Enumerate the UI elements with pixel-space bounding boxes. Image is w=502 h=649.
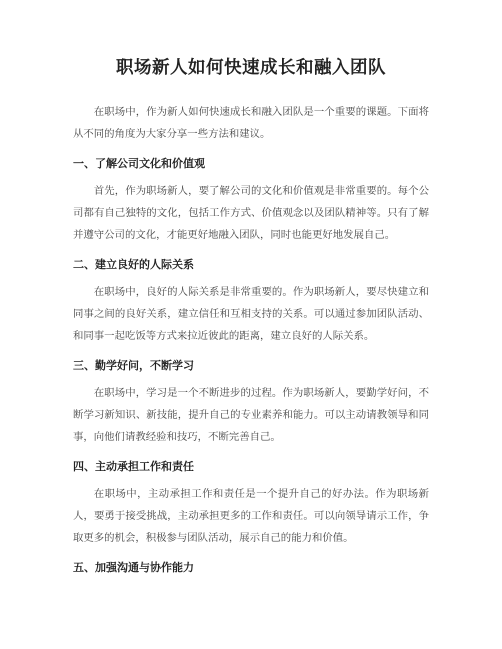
section-heading: 二、建立良好的人际关系 <box>73 258 194 271</box>
section-5 <box>73 559 429 577</box>
section-heading: 一、了解公司文化和价值观 <box>73 157 205 170</box>
intro-paragraph: 在职场中，作为新人如何快速成长和融入团队是一个重要的课题。下面将从不同的角度为大家分享一些方法和建议。 <box>73 106 429 140</box>
section-2 <box>73 256 429 347</box>
section-heading: 四、主动承担工作和责任 <box>73 460 194 473</box>
section-body: 在职场中，学习是一个不断进步的过程。作为职场新人，要勤学好问，不断学习新知识、新技能，提升自己的专业素养和能力。可以主动请教领导和同事，向他们请教经验和技巧，不断完善自己。 <box>73 387 429 443</box>
section-body: 首先，作为职场新人，要了解公司的文化和价值观是非常重要的。每个公司都有自己独特的文化，包括工作方式、价值观念以及团队精神等。只有了解并遵守公司的文化，才能更好地融入团队，同时也能更好地发展自己。 <box>73 185 429 241</box>
section-heading: 五、加强沟通与协作能力 <box>73 561 194 574</box>
section-body: 在职场中，主动承担工作和责任是一个提升自己的好办法。作为职场新人，要勇于接受挑战，主动承担更多的工作和责任。可以向领导请示工作，争取更多的机会，积极参与团队活动，展示自己的能力和价值。 <box>73 488 429 544</box>
section-body: 在职场中，良好的人际关系是非常重要的。作为职场新人，要尽快建立和同事之间的良好关系，建立信任和互相支持的关系。可以通过参加团队活动、和同事一起吃饭等方式来拉近彼此的距离，建立良好的人际关系。 <box>73 286 429 342</box>
section-heading: 三、勤学好问，不断学习 <box>73 359 194 372</box>
section-4 <box>73 458 429 549</box>
section-3 <box>73 357 429 448</box>
document-title: 职场新人如何快速成长和融入团队 <box>116 58 386 78</box>
section-1 <box>73 155 429 246</box>
